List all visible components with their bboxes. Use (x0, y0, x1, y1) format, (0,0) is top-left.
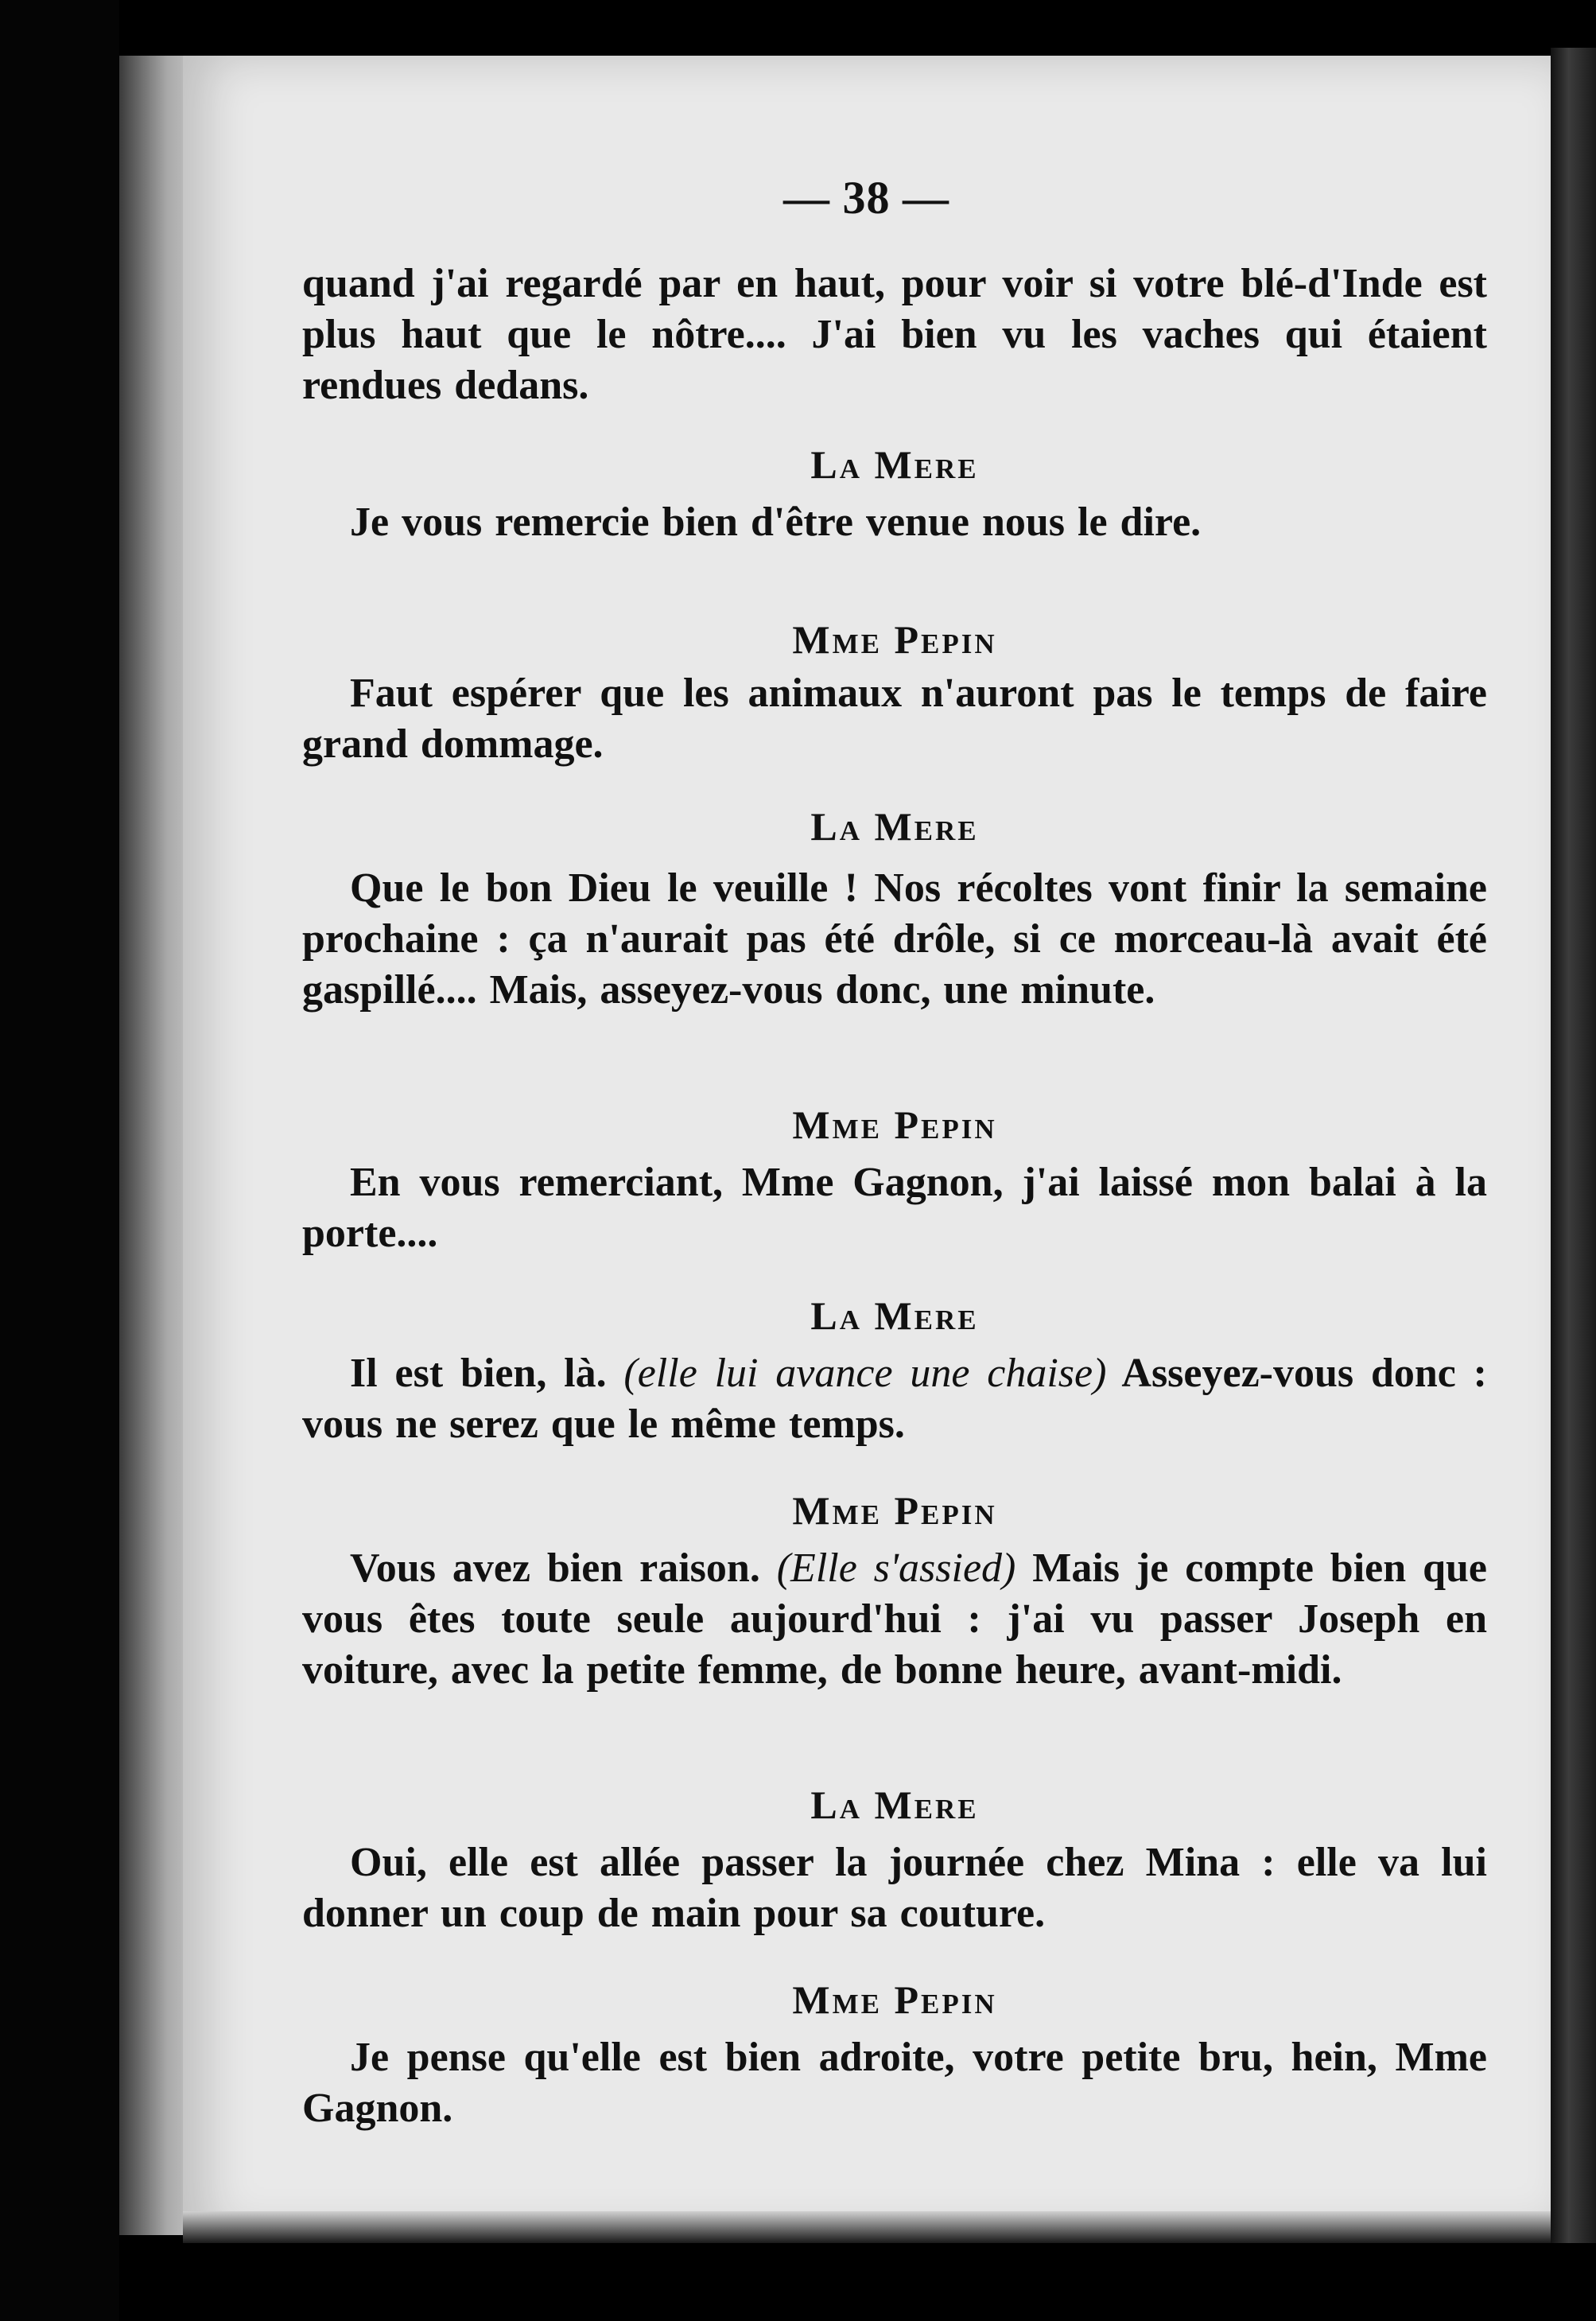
dialogue-text-part: Mais je compte bien que vous êtes toute seule aujourd'hui : j'ai vu passer Joseph en voiture, avec la petite femme, de bonne heure, avant-midi. (302, 1545, 1487, 1693)
stage-direction: (Elle s'assied) (776, 1545, 1016, 1591)
dialogue-text: Je vous remercie bien d'être venue nous le dire. (350, 500, 1202, 545)
dialogue-text: quand j'ai regardé par en haut, pour voir si votre blé-d'Inde est plus haut que le nôtre.... J'ai bien vu les vaches qui étaient rendues dedans. (302, 261, 1487, 408)
dialogue-text: Je pense qu'elle est bien adroite, votre petite bru, hein, Mme Gagnon. (302, 2035, 1487, 2131)
scan-background (0, 0, 119, 2321)
speaker-name: La Mere (810, 1783, 979, 1827)
speaker-name: Mme Pepin (792, 617, 997, 662)
page-number: — 38 — (783, 172, 949, 224)
dialogue-text-part: Vous avez bien raison. (350, 1545, 777, 1591)
dialogue-text: Oui, elle est allée passer la journée chez Mina : elle va lui donner un coup de main pour sa couture. (302, 1840, 1487, 1936)
stage-direction: (elle lui avance une chaise) (623, 1351, 1107, 1396)
dialogue-text-part: Il est bien, là. (350, 1351, 624, 1396)
speaker-name: Mme Pepin (792, 1488, 997, 1533)
dialogue-text-part: Asseyez-vous donc : vous ne serez que le même temps. (302, 1351, 1487, 1447)
dialogue-text (302, 1543, 1487, 1696)
speaker-name: La Mere (810, 442, 979, 487)
dialogue-text (302, 1348, 1487, 1450)
speaker-name: La Mere (810, 1293, 979, 1338)
speaker-name: La Mere (810, 804, 979, 849)
page-edge (1551, 48, 1596, 2243)
dialogue-text: En vous remerciant, Mme Gagnon, j'ai laissé mon balai à la porte.... (302, 1160, 1487, 1256)
speaker-name: Mme Pepin (792, 1977, 997, 2022)
dialogue-text: Que le bon Dieu le veuille ! Nos récoltes vont finir la semaine prochaine : ça n'aurait pas été drôle, si ce morceau-là avait été gaspillé.... Mais, asseyez-vous donc, une minute. (302, 865, 1487, 1013)
page-bottom-shadow (183, 2211, 1551, 2243)
dialogue-text: Faut espérer que les animaux n'auront pas le temps de faire grand dommage. (302, 671, 1487, 767)
speaker-name: Mme Pepin (792, 1102, 997, 1147)
